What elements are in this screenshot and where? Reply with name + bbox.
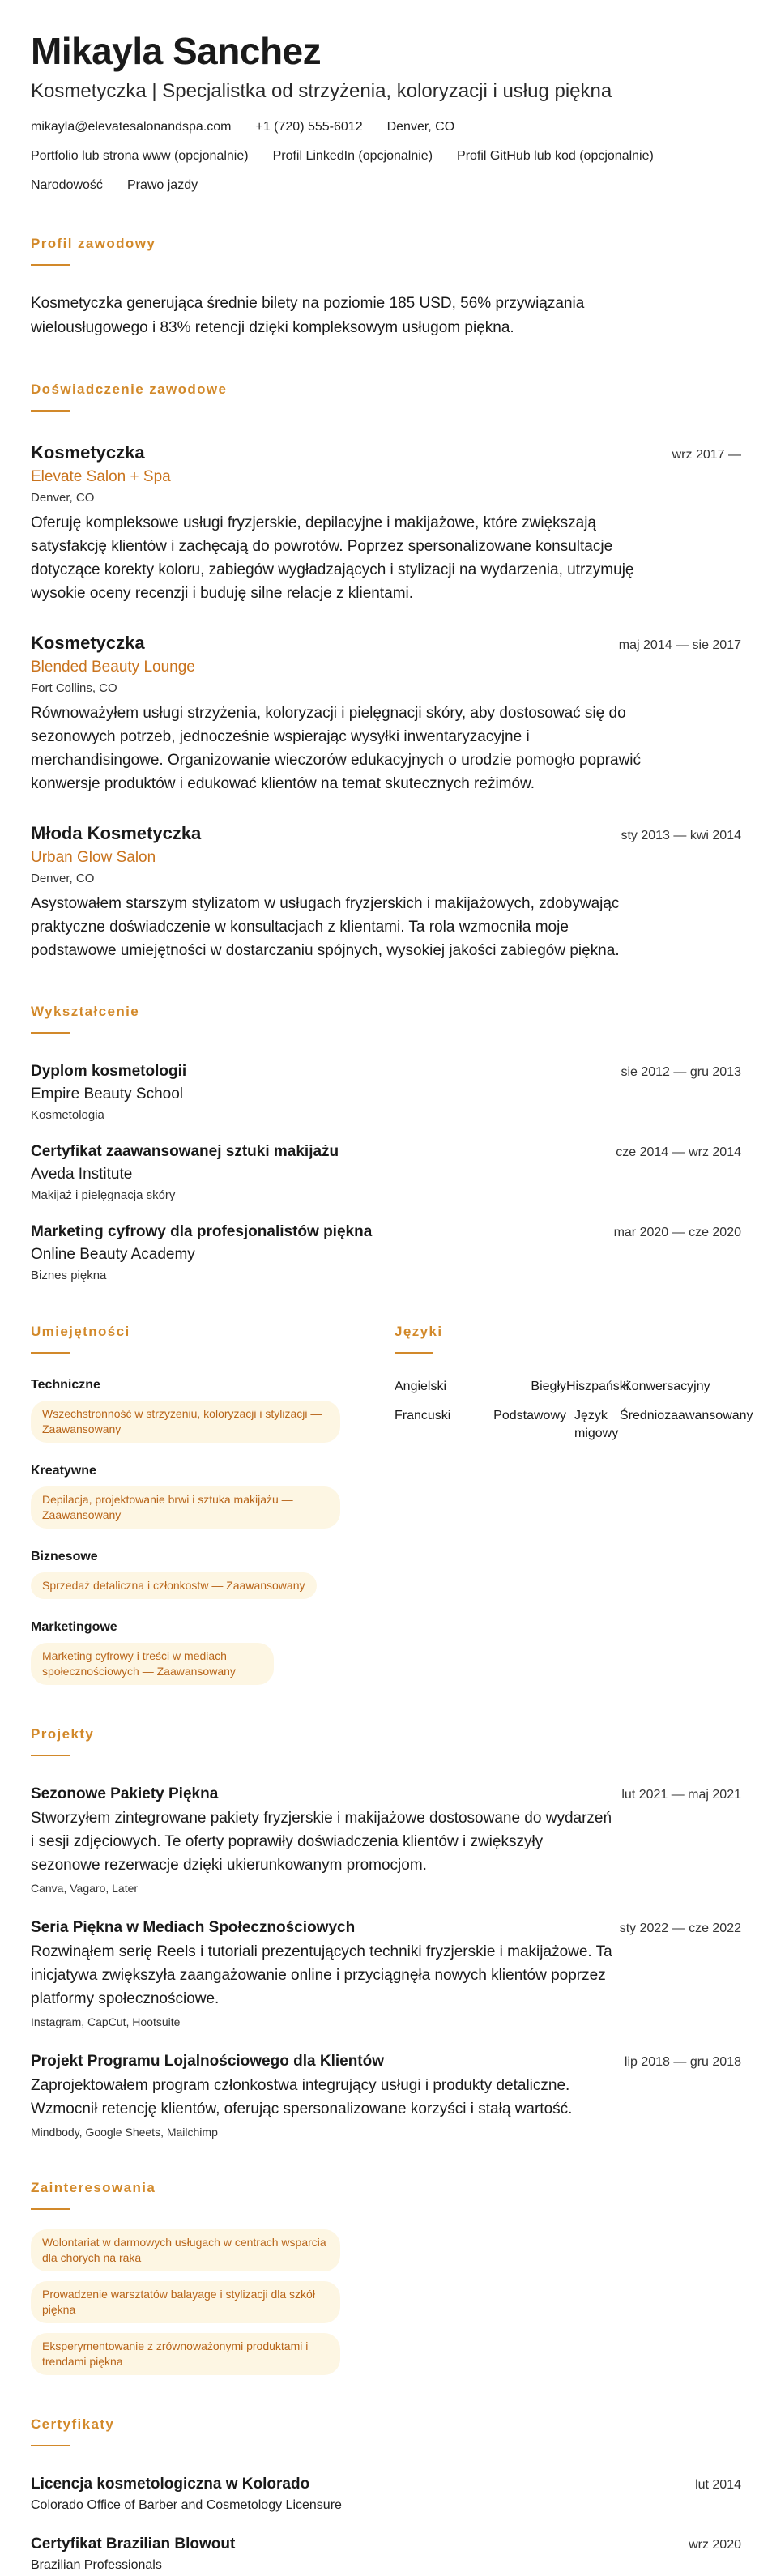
certificate-entry [31,2535,741,2573]
education-entry [31,1143,741,1202]
language-name: Angielski [395,1380,447,1393]
project-title: Sezonowe Pakiety Piękna [31,1785,219,1802]
certificate-entry [31,2476,741,2513]
language-name: Hiszpański [566,1380,629,1393]
job-company: Blended Beauty Lounge [31,659,195,676]
contact-row-links [31,147,741,165]
language-level: Podstawowy [493,1409,566,1422]
job-entry [31,633,741,795]
certificate-title: Certyfikat Brazilian Blowout [31,2535,236,2553]
job-company: Elevate Salon + Spa [31,468,171,485]
section-title-profile: Profil zawodowy [31,236,156,251]
section-divider [395,1352,433,1354]
job-title: Młoda Kosmetyczka [31,823,202,843]
language-level: Konwersacyjny [623,1380,710,1393]
languages-section [395,1323,753,1685]
education-school: Aveda Institute [31,1166,133,1183]
certificate-issuer: Brazilian Professionals [31,2558,162,2572]
education-school: Empire Beauty School [31,1085,183,1102]
section-divider [31,2445,70,2446]
skill-group [31,1378,395,1443]
education-field: Biznes piękna [31,1269,107,1282]
section-title-languages: Języki [395,1324,443,1339]
job-title: Kosmetyczka [31,633,145,653]
job-entry [31,442,741,605]
education-entry [31,1063,741,1122]
section-divider [31,1755,70,1756]
project-entry [31,1785,741,1895]
section-title-skills: Umiejętności [31,1324,130,1339]
education-title: Dyplom kosmetologii [31,1063,187,1080]
project-tools: Instagram, CapCut, Hootsuite [31,2015,181,2028]
linkedin-link[interactable]: Profil LinkedIn (opcjonalnie) [272,149,433,163]
language-level: Średniozaawansowany [620,1409,753,1422]
project-dates: sty 2022 — cze 2022 [619,1921,741,1935]
job-entry [31,823,741,962]
job-description: Oferuję kompleksowe usługi fryzjerskie, depilacyjne i makijażowe, które zwiększają satysfakcję klientów i zachęcają do powrotów. Poprzez spersonalizowane konsultacje dotyczące korekty koloru, zabiegów wygładzających i stylizacji na wydarzenia, utrzymuję wysokie oceny recenzji i buduję silne relacje z klientami. [31,514,634,602]
skill-group [31,1464,395,1529]
contact-row-extra [31,177,741,194]
interest-pill: Eksperymentowanie z zrównoważonymi produktami i trendami piękna [31,2333,340,2375]
education-school: Online Beauty Academy [31,1246,195,1263]
job-dates: sty 2013 — kwi 2014 [621,829,741,842]
job-location: Fort Collins, CO [31,681,117,695]
skill-category: Kreatywne [31,1464,96,1478]
skill-pill: Wszechstronność w strzyżeniu, koloryzacji i stylizacji — Zaawansowany [31,1401,340,1443]
skill-group [31,1550,395,1599]
language-row [395,1378,741,1396]
driving-license-field: Prawo jazdy [126,178,198,192]
section-title-certificates: Certyfikaty [31,2416,115,2432]
section-title-experience: Doświadczenie zawodowe [31,382,228,397]
profile-section [31,235,741,340]
section-divider [31,2208,70,2210]
experience-section [31,381,741,962]
languages-grid [395,1378,753,1443]
contact-email[interactable]: mikayla@elevatesalonandspa.com [31,120,232,134]
projects-section [31,1725,741,2139]
job-title: Kosmetyczka [31,442,145,463]
interests-section [31,2179,741,2375]
project-dates: lip 2018 — gru 2018 [624,2055,741,2069]
skill-pill: Marketing cyfrowy i treści w mediach społecznościowych — Zaawansowany [31,1643,274,1685]
education-dates: cze 2014 — wrz 2014 [616,1145,741,1159]
education-field: Kosmetologia [31,1108,104,1122]
section-title-education: Wykształcenie [31,1004,140,1019]
language-name: Język migowy [574,1409,619,1440]
education-dates: sie 2012 — gru 2013 [621,1065,741,1079]
project-title: Seria Piękna w Mediach Społecznościowych [31,1919,356,1936]
education-title: Marketing cyfrowy dla profesjonalistów piękna [31,1223,373,1240]
interest-pill: Wolontariat w darmowych usługach w centrach wsparcia dla chorych na raka [31,2229,340,2271]
language-row [395,1407,753,1443]
certificate-issuer: Colorado Office of Barber and Cosmetology Licensure [31,2498,342,2512]
interests-list [31,2229,741,2375]
section-divider [31,1352,70,1354]
section-divider [31,264,70,266]
job-description: Asystowałem starszym stylizatom w usługach fryzjerskich i makijażowych, zdobywając praktyczne doświadczenie w konsultacjach z klientami. Ta rola wzmocniła moje podstawowe umiejętności w dostarczaniu spójnych, wysokiej jakości zabiegów piękna. [31,895,620,959]
language-level: Biegły [531,1380,566,1393]
nationality-field: Narodowość [31,178,103,192]
skill-pill: Depilacja, projektowanie brwi i sztuka makijażu — Zaawansowany [31,1486,340,1529]
education-title: Certyfikat zaawansowanej sztuki makijażu [31,1143,339,1160]
job-location: Denver, CO [31,872,95,885]
job-description: Równoważyłem usługi strzyżenia, koloryzacji i pielęgnacji skóry, aby dostosować się do sezonowych potrzeb, jednocześnie wspierając wysyłki inwentaryzacyjne i merchandisingowe. Organizowanie wieczorów edukacyjnych o urodzie pomogło poprawić konwersje produktów i edukować klientów na temat skutecznych reżimów. [31,705,642,792]
job-dates: wrz 2017 — [672,448,741,462]
skills-languages-row [31,1323,753,1685]
education-section [31,1003,741,1282]
certificates-section [31,2416,741,2573]
project-tools: Canva, Vagaro, Later [31,1882,139,1895]
portfolio-link[interactable]: Portfolio lub strona www (opcjonalnie) [31,149,249,163]
candidate-name: Mikayla Sanchez [31,30,322,72]
project-entry [31,2053,741,2139]
candidate-headline: Kosmetyczka | Specjalistka od strzyżenia, koloryzacji i usług piękna [31,80,612,102]
project-description: Stworzyłem zintegrowane pakiety fryzjerskie i makijażowe dostosowane do wydarzeń i sesji zdjęciowych. Te oferty poprawiły doświadczenia klientów i zwiększyły sezonowe rezerwacje dzięki ukierunkowanym promocjom. [31,1810,612,1874]
job-dates: maj 2014 — sie 2017 [618,638,741,652]
education-field: Makijaż i pielęgnacja skóry [31,1188,176,1202]
section-title-projects: Projekty [31,1726,95,1742]
skill-pill: Sprzedaż detaliczna i członkostw — Zaawansowany [31,1572,317,1599]
skill-category: Marketingowe [31,1620,117,1634]
skills-section [31,1323,395,1685]
contact-phone[interactable]: +1 (720) 555-6012 [255,120,363,134]
project-entry [31,1919,741,2028]
interest-pill: Prowadzenie warsztatów balayage i stylizacji dla szkół piękna [31,2281,340,2323]
certificate-title: Licencja kosmetologiczna w Kolorado [31,2476,310,2493]
section-divider [31,410,70,412]
certificate-date: lut 2014 [695,2478,741,2492]
section-divider [31,1032,70,1034]
project-description: Zaprojektowałem program członkostwa integrujący usługi i produkty detaliczne. Wzmocnił retencję klientów, oferując spersonalizowane korzyści i stałą wartość. [31,2077,573,2118]
project-dates: lut 2021 — maj 2021 [621,1788,741,1802]
job-location: Denver, CO [31,491,95,505]
education-dates: mar 2020 — cze 2020 [613,1226,741,1239]
project-tools: Mindbody, Google Sheets, Mailchimp [31,2126,218,2139]
github-link[interactable]: Profil GitHub lub kod (opcjonalnie) [457,149,654,163]
section-title-interests: Zainteresowania [31,2180,156,2195]
contact-location: Denver, CO [386,120,455,134]
language-name: Francuski [395,1409,451,1422]
job-company: Urban Glow Salon [31,849,156,866]
contact-row-primary [31,118,741,136]
profile-summary: Kosmetyczka generująca średnie bilety na poziomie 185 USD, 56% przywiązania wielousługowego i 83% retencji dzięki kompleksowym usługom piękna. [31,295,585,336]
education-entry [31,1223,741,1282]
project-title: Projekt Programu Lojalnościowego dla Klientów [31,2053,385,2070]
skill-category: Biznesowe [31,1550,98,1563]
skill-group [31,1620,395,1685]
project-description: Rozwinąłem serię Reels i tutoriali prezentujących techniki fryzjerskie i makijażowe. Ta inicjatywa zwiększyła zaangażowanie online i przyciągnęła nowych klientów poprzez platformy społecznościowe. [31,1943,612,2007]
skill-category: Techniczne [31,1378,100,1392]
certificate-date: wrz 2020 [689,2538,741,2552]
